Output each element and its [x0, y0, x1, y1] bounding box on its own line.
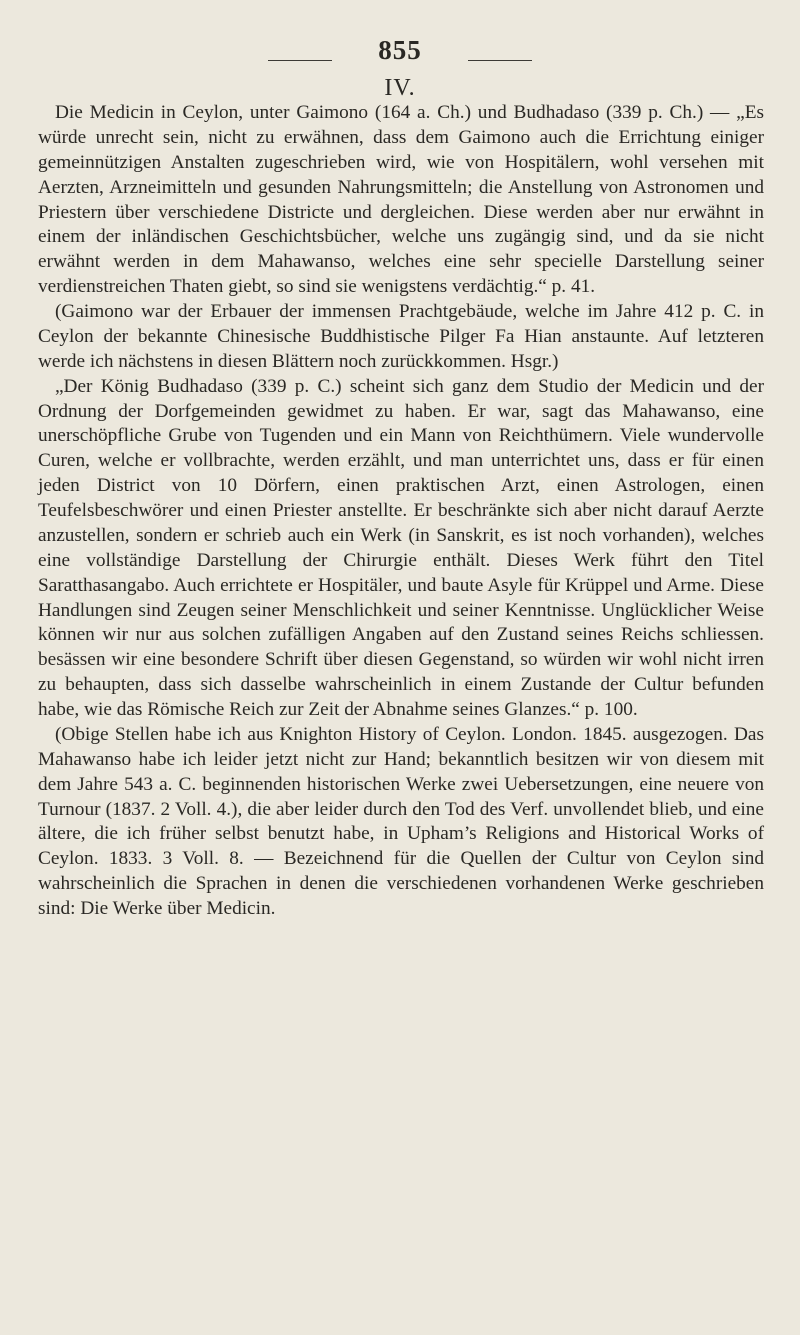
page-number: 855 [378, 35, 422, 65]
paragraph: (Obige Stellen habe ich aus Knighton History of Ceylon. London. 1845. ausgezogen. Das Mahawanso habe ich leider jetzt nicht zur Hand; bekanntlich besitzen wir von diesem mit dem Jahre 543 a. C. beginnenden historischen Werke zwei Uebersetzungen, eine neuere von Turnour (1837. 2 Voll. 4.), die aber leider durch den Tod des Verf. unvollendet blieb, und eine ältere, die ich früher selbst benutzt habe, in Upham’s Religions and Historical Works of Ceylon. 1833. 3 Voll. 8. — Bezeichnend für die Quellen der Cultur von Ceylon sind wahrscheinlich die Sprachen in denen die verschiedenen vorhandenen Werke geschrieben sind: Die Werke über Medicin. [38, 723, 764, 919]
paragraph: (Gaimono war der Erbauer der immensen Prachtgebäude, welche im Jahre 412 p. C. in Ceylon der bekannte Chinesische Buddhistische Pilger Fa Hian anstaunte. Auf letzteren werde ich nächstens in diesen Blättern noch zurückkommen. Hsgr.) [38, 301, 764, 372]
section-heading: IV. [384, 75, 416, 101]
header-rule-right [468, 60, 532, 61]
paragraph: „Der König Budhadaso (339 p. C.) scheint sich ganz dem Studio der Medicin und der Ordnung der Dorfgemeinden gewidmet zu haben. Er war, sagt das Mahawanso, eine unerschöpfliche Grube von Tugenden und ein Mann von Reichthümern. Viele wundervolle Curen, welche er vollbrachte, werden erzählt, und man unterrichtet uns, dass er für einen jeden District von 10 Dörfern, einen praktischen Arzt, einen Astrologen, einen Teufelsbeschwörer und einen Priester anstellte. Er beschränkte sich aber nicht darauf Aerzte anzustellen, sondern er schrieb auch ein Werk (in Sanskrit, es ist noch vorhanden), welches eine vollständige Darstellung der Chirurgie enthält. Dieses Werk führt den Titel Saratthasangabo. Auch errichtete er Hospitäler, und baute Asyle für Krüppel und Arme. Diese Handlungen sind Zeugen seiner Menschlichkeit und seiner Kenntnisse. Unglücklicher Weise können wir nur aus solchen zufälligen Angaben auf den Zustand seines Reichs schliessen. besässen wir eine besondere Schrift über diesen Gegenstand, so würden wir wohl nicht irren zu behaupten, dass sich dasselbe wahrscheinlich in einem Zustande der Cultur befunden habe, wie das Römische Reich zur Zeit der Abnahme seines Glanzes.“ p. 100. [38, 375, 764, 720]
body-text [38, 101, 764, 922]
paragraph: Die Medicin in Ceylon, unter Gaimono (164 a. Ch.) und Budhadaso (339 p. Ch.) — „Es würde unrecht sein, nicht zu erwähnen, dass dem Gaimono auch die Errichtung einiger gemeinnützigen Anstalten zugeschrieben wird, wie von Hospitälern, wohl versehen mit Aerzten, Arzneimitteln und gesunden Nahrungsmitteln; die Anstellung von Astronomen und Priestern über verschiedene Districte und dergleichen. Diese werden aber nur erwähnt in einem der inländischen Geschichtsbücher, welche uns zugängig sind, und da sie nicht erwähnt werden in dem Mahawanso, welches eine sehr specielle Darstellung seiner verdienstreichen Thaten giebt, so sind sie wenigstens verdächtig.“ p. 41. [38, 102, 764, 298]
